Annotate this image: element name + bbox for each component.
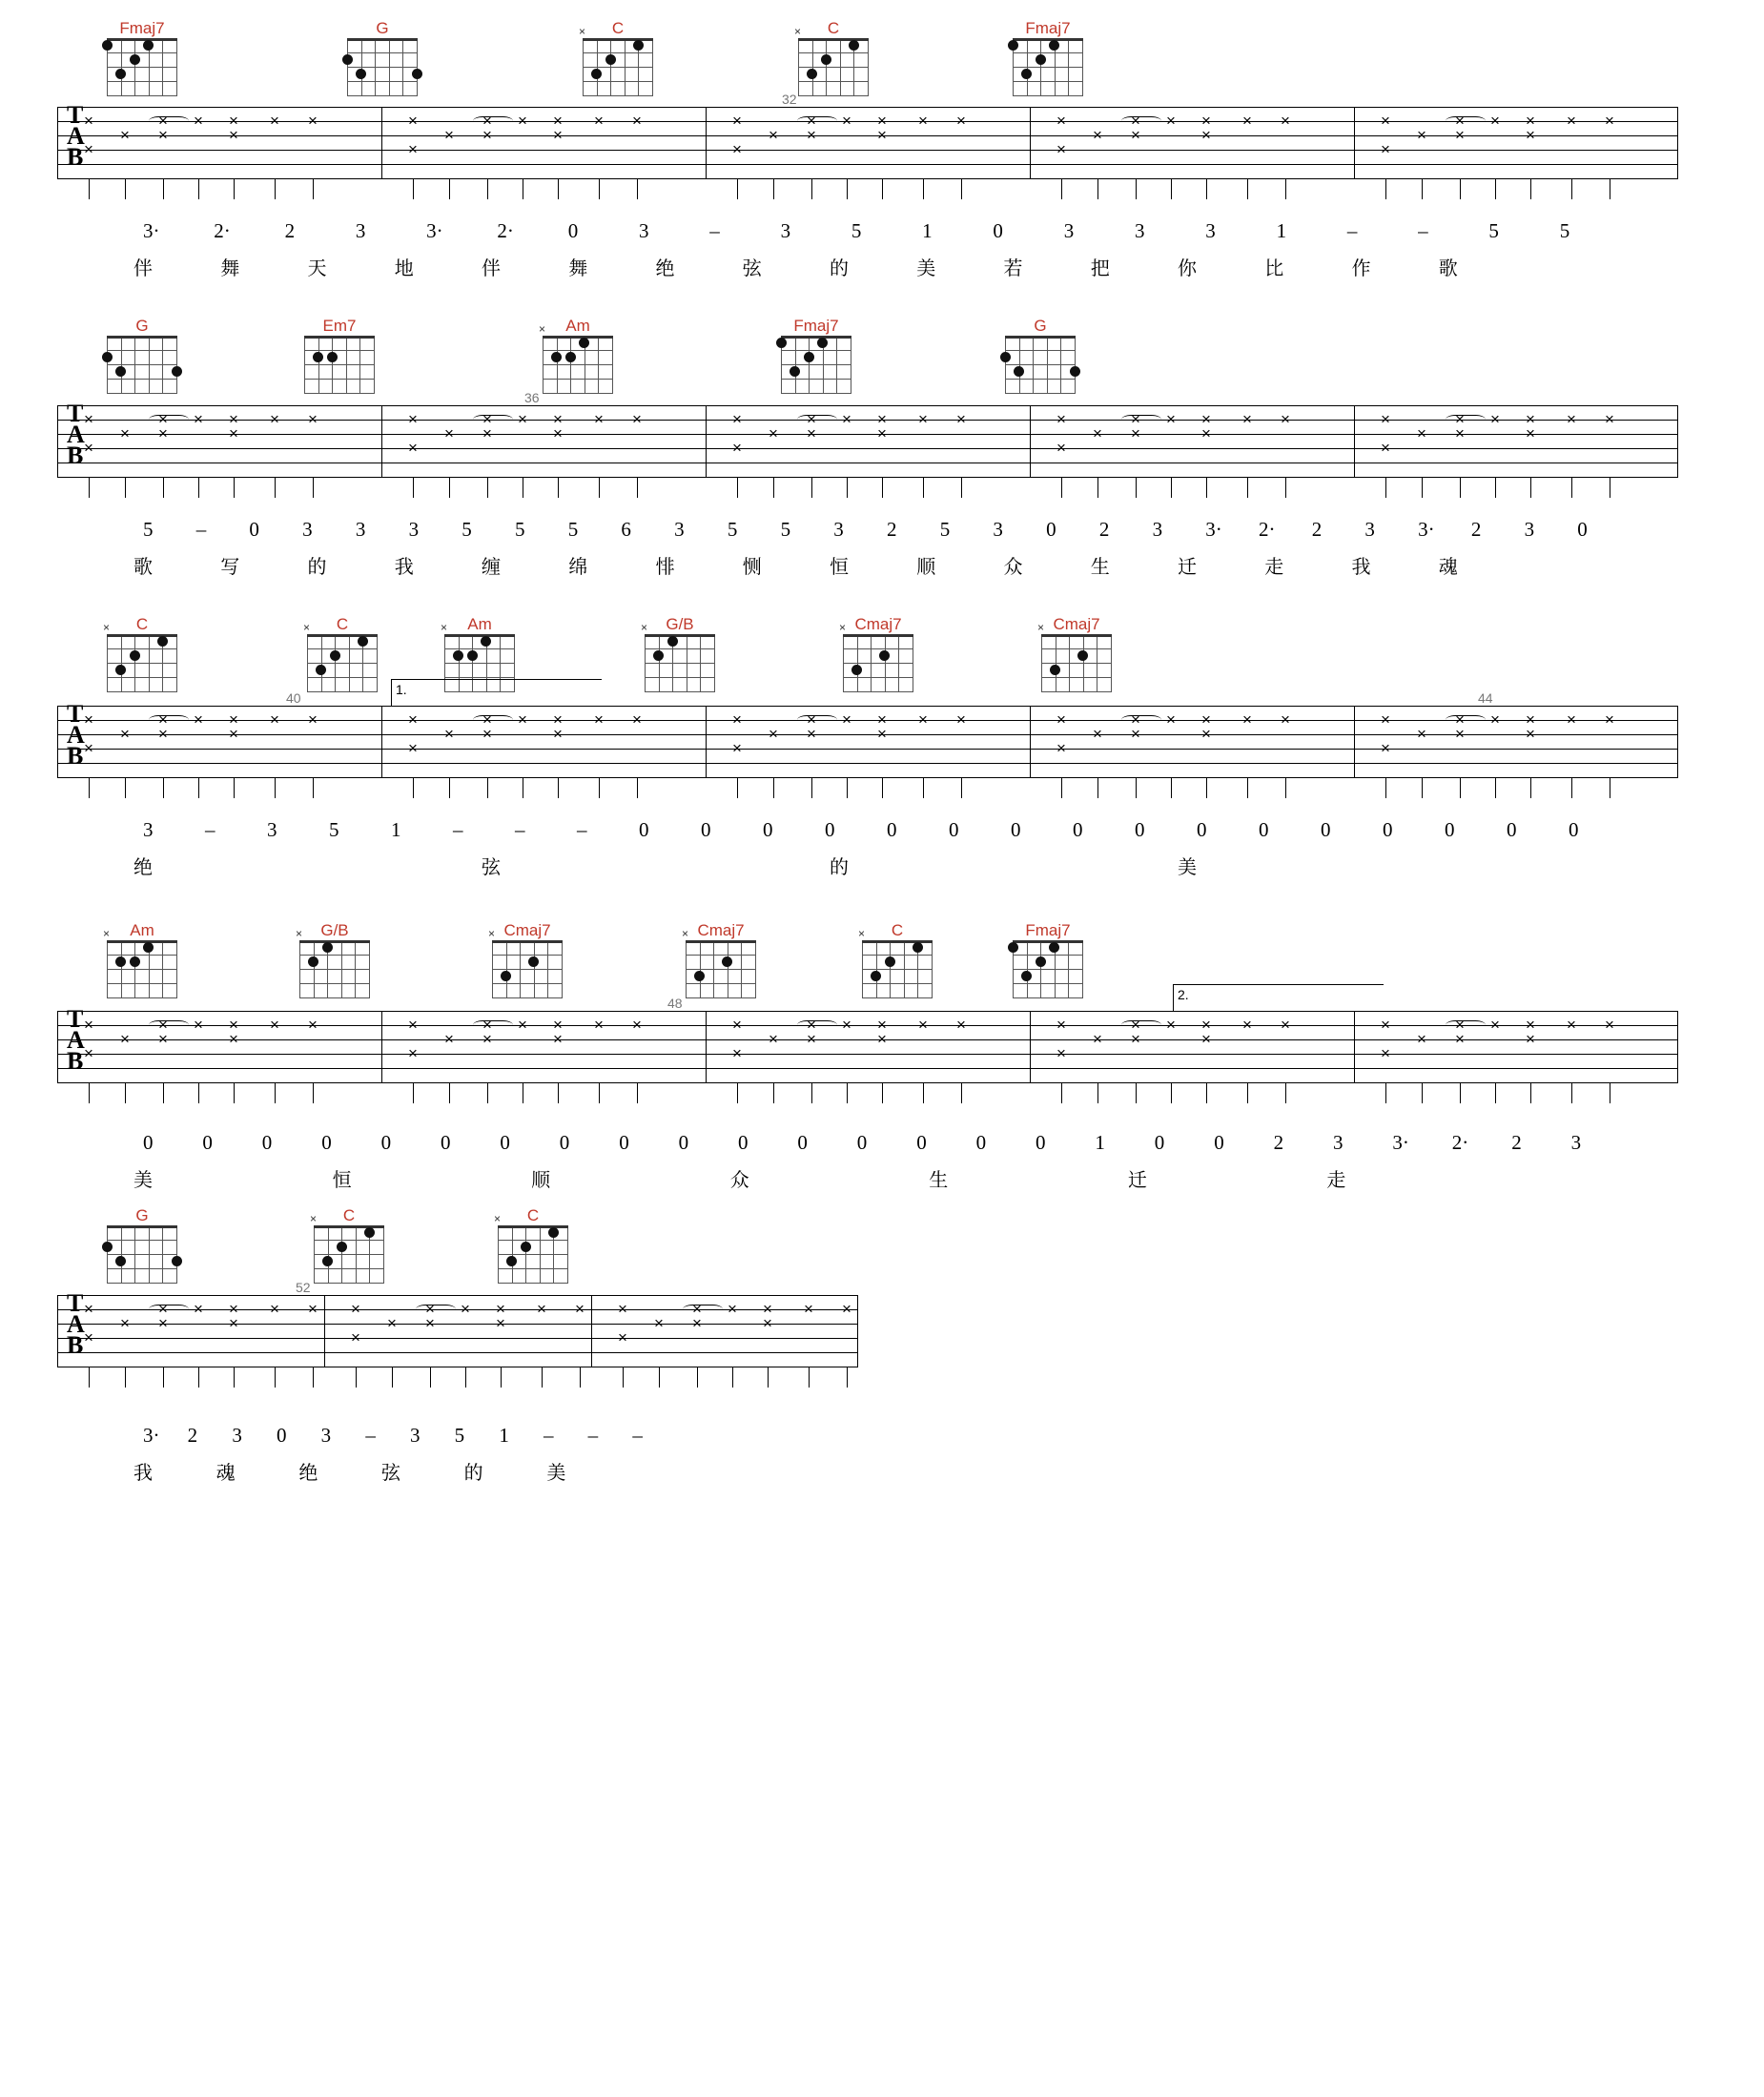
tab-number: 5 <box>1559 219 1570 242</box>
chord-grid: × <box>299 940 370 997</box>
tab-staff: T A B × × × × × × × × × × × × × × × × × × × × × × × × × × × × × × × × × × × × × × × × × × × × × × × × × × <box>57 1011 1678 1087</box>
tab-number: 0 <box>1214 1131 1224 1154</box>
chord-diagram <box>103 317 181 393</box>
lyric-row <box>0 1426 1764 1511</box>
tab-number: 3 <box>1135 219 1145 242</box>
tab-number: 0 <box>1259 818 1269 841</box>
chord-diagram <box>579 19 657 95</box>
chord-grid: × <box>583 38 653 95</box>
chord-grid: × <box>492 940 563 997</box>
tab-number: 0 <box>1507 818 1517 841</box>
tab-number: 0 <box>887 818 897 841</box>
tab-number: 0 <box>143 1131 154 1154</box>
tab-number: 0 <box>1321 818 1331 841</box>
lyric-char: 顺 <box>916 557 936 578</box>
chord-name: Cmaj7 <box>1053 615 1100 633</box>
chord-diagram <box>494 1206 572 1283</box>
tab-number: 5 <box>567 518 579 541</box>
tab-number: 5 <box>329 818 339 841</box>
lyric-char: 美 <box>916 258 936 279</box>
chord-diagram <box>794 19 872 95</box>
tab-number: 1 <box>922 219 933 242</box>
tab-number: 0 <box>567 219 579 242</box>
tab-number: 3 <box>1570 1131 1582 1154</box>
chord-diagram <box>303 615 381 691</box>
chord-grid <box>1013 940 1083 997</box>
tab-number: 0 <box>1383 818 1393 841</box>
lyric-char: 我 <box>133 1463 153 1484</box>
tab-staff: T A B × × × × × × × × × × × × × × × × × × × × × × × × × × × × × × <box>57 1295 858 1371</box>
lyric-char: 生 <box>929 1170 949 1191</box>
measure-number: 32 <box>782 92 797 107</box>
tab-number: 3 <box>267 818 277 841</box>
tab-number: 2 <box>1311 518 1323 541</box>
tab-number: 3· <box>1205 518 1222 541</box>
measure-number: 36 <box>524 390 540 405</box>
chord-grid <box>781 336 851 393</box>
lyric-char: 比 <box>1264 258 1284 279</box>
tab-number: 2· <box>214 219 231 242</box>
chord-diagram <box>1001 317 1079 393</box>
chord-name: Cmaj7 <box>697 921 745 939</box>
chord-grid <box>107 38 177 95</box>
lyric-char: 把 <box>1090 258 1110 279</box>
chord-diagram <box>300 317 379 393</box>
lyric-char: 写 <box>220 557 240 578</box>
tab-number: 3 <box>232 1424 242 1447</box>
tab-number: 0 <box>763 818 773 841</box>
tab-clef: T A B <box>67 1289 85 1359</box>
chord-diagram <box>103 19 181 95</box>
tab-number: 0 <box>1011 818 1021 841</box>
chord-name: C <box>135 615 149 633</box>
lyric-char: 若 <box>1003 258 1023 279</box>
chord-name: Am <box>467 615 492 633</box>
chord-grid: × <box>862 940 933 997</box>
tab-number: 3 <box>639 219 649 242</box>
tab-number: 0 <box>380 1131 392 1154</box>
chord-grid: × <box>444 634 515 691</box>
tab-number: 2 <box>1511 1131 1522 1154</box>
chord-diagram <box>539 317 617 393</box>
tab-number: 0 <box>975 1131 987 1154</box>
chord-name: Fmaj7 <box>1025 19 1071 37</box>
chord-diagram <box>1037 615 1116 691</box>
lyric-char: 歌 <box>133 557 153 578</box>
tab-staff: T A B × × × × × × × × × × × × × × × × × × × × × × × × × × × × × × × × × × × × × × × × × × × × × × × × × × <box>57 706 1678 782</box>
lyric-char: 众 <box>1003 557 1023 578</box>
tab-number: 3 <box>780 219 791 242</box>
lyric-char: 的 <box>463 1463 483 1484</box>
tab-number: 2 <box>1098 518 1110 541</box>
tab-number: 0 <box>1445 818 1455 841</box>
chord-name: C <box>891 921 904 939</box>
chord-diagram <box>839 615 917 691</box>
lyric-char: 我 <box>1351 557 1371 578</box>
lyric-row <box>0 1133 1764 1219</box>
tab-number: 5 <box>454 1424 465 1447</box>
tab-number: 2 <box>1273 1131 1284 1154</box>
tab-number: 0 <box>916 1131 927 1154</box>
lyric-char: 缠 <box>482 557 501 578</box>
measure-number: 40 <box>286 690 301 706</box>
lyric-char: 弦 <box>381 1463 400 1484</box>
tab-number: 2 <box>887 518 897 541</box>
tab-number: 0 <box>1036 1131 1046 1154</box>
tab-number: 2 <box>1470 518 1482 541</box>
chord-grid <box>1005 336 1076 393</box>
measure-number: 48 <box>667 996 683 1011</box>
tab-number: 3 <box>410 1424 420 1447</box>
chord-grid <box>107 1225 177 1283</box>
tab-number: 2· <box>1451 1131 1469 1154</box>
chord-grid: × <box>1041 634 1112 691</box>
tab-clef: T A B <box>67 101 85 171</box>
lyric-char: 绵 <box>568 557 588 578</box>
chord-name: G <box>376 19 389 37</box>
lyric-char: 你 <box>1178 258 1197 279</box>
chord-grid: × <box>686 940 756 997</box>
chord-grid <box>1013 38 1083 95</box>
chord-name: Fmaj7 <box>119 19 165 37</box>
tab-number: 3 <box>674 518 685 541</box>
lyric-row <box>0 820 1764 906</box>
chord-diagram <box>103 1206 181 1283</box>
chord-name: C <box>827 19 840 37</box>
tab-number: 3 <box>1524 518 1535 541</box>
lyric-char: 绝 <box>298 1463 318 1484</box>
lyric-char: 走 <box>1326 1170 1346 1191</box>
tab-number: 0 <box>949 818 959 841</box>
tab-number: 0 <box>1577 518 1588 541</box>
measure-number: 44 <box>1478 690 1493 706</box>
tab-number: 0 <box>559 1131 570 1154</box>
tab-staff: T A B × × × × × × × × × × × × × × × × × × × × × × × × × × × × × × × × × × × × × × × × × × × × × × × × × × <box>57 405 1678 482</box>
chord-grid: × <box>498 1225 568 1283</box>
tab-number: 0 <box>261 1131 273 1154</box>
tab-number: 3 <box>1152 518 1163 541</box>
tab-number: 1 <box>499 1424 509 1447</box>
tab-number: – <box>632 1424 643 1447</box>
lyric-char: 恻 <box>742 557 762 578</box>
tab-clef: T A B <box>67 1005 85 1075</box>
tab-number: 2 <box>187 1424 198 1447</box>
measure-number: 52 <box>296 1280 311 1295</box>
lyric-char: 恒 <box>332 1170 352 1191</box>
tab-number: 0 <box>249 518 259 541</box>
tab-number: 3 <box>833 518 844 541</box>
chord-name: Fmaj7 <box>793 317 839 335</box>
tab-number: 0 <box>856 1131 868 1154</box>
tab-number: – <box>205 818 215 841</box>
chord-diagram <box>1009 921 1087 997</box>
tab-number: 5 <box>780 518 791 541</box>
tab-staff: T A B × × × × × × × × × × × × × × × × × × × × × × × × × × × × × × × × × × × × × × × × × × × × × × × × × × <box>57 107 1678 183</box>
tab-number: 2· <box>1259 518 1276 541</box>
tab-number: 5 <box>939 518 951 541</box>
tab-number: 5 <box>143 518 154 541</box>
chord-diagram <box>682 921 760 997</box>
chord-name: G <box>135 1206 149 1224</box>
lyric-char: 众 <box>729 1170 749 1191</box>
lyric-char: 歌 <box>1438 258 1458 279</box>
tab-number: 6 <box>621 518 631 541</box>
chord-diagram <box>858 921 936 997</box>
tab-number: 3 <box>408 518 420 541</box>
tab-number: 0 <box>1073 818 1083 841</box>
lyric-char: 天 <box>307 258 327 279</box>
lyric-char: 魂 <box>215 1463 236 1484</box>
tab-number: 0 <box>500 1131 510 1154</box>
chord-grid: × <box>798 38 869 95</box>
tab-number: 3 <box>355 219 366 242</box>
tab-number: 3· <box>426 219 443 242</box>
chord-grid: × <box>107 634 177 691</box>
tab-number: – <box>453 818 463 841</box>
lyric-char: 悱 <box>655 557 675 578</box>
tab-clef: T A B <box>67 700 85 770</box>
tab-number: 0 <box>738 1131 749 1154</box>
tab-number: 3 <box>1364 518 1375 541</box>
tab-number: 3· <box>143 1424 160 1447</box>
tab-number: 0 <box>1135 818 1145 841</box>
tab-number: 5 <box>515 518 525 541</box>
chord-diagram <box>1009 19 1087 95</box>
lyric-char: 迁 <box>1178 557 1197 578</box>
lyric-char: 的 <box>307 557 327 578</box>
chord-grid: × <box>307 634 378 691</box>
tab-number: 0 <box>441 1131 451 1154</box>
tab-number: 0 <box>202 1131 213 1154</box>
tab-number: 3 <box>1333 1131 1344 1154</box>
chord-grid <box>107 336 177 393</box>
tab-number: 3· <box>143 219 160 242</box>
chord-grid: × <box>543 336 613 393</box>
tab-number: 1 <box>1276 219 1287 242</box>
tab-number: 5 <box>727 518 738 541</box>
lyric-char: 顺 <box>531 1170 551 1191</box>
tab-number: 2· <box>497 219 514 242</box>
lyric-row <box>0 221 1764 307</box>
tab-number: 0 <box>678 1131 689 1154</box>
lyric-char: 美 <box>546 1463 566 1484</box>
tab-number: – <box>195 518 207 541</box>
chord-name: C <box>336 615 349 633</box>
tab-number: 3 <box>320 1424 332 1447</box>
tab-number: 5 <box>462 518 472 541</box>
tab-number: 1 <box>1095 1131 1105 1154</box>
tab-number: – <box>709 219 720 242</box>
tab-number: 3 <box>143 818 154 841</box>
tab-number: 3 <box>1205 219 1216 242</box>
lyric-char: 的 <box>830 258 849 279</box>
tab-number: – <box>544 1424 554 1447</box>
lyric-char: 走 <box>1264 557 1284 578</box>
lyric-char: 地 <box>394 258 414 279</box>
chord-grid: × <box>107 940 177 997</box>
chord-diagram <box>310 1206 388 1283</box>
lyric-char: 绝 <box>133 857 153 878</box>
chord-diagram <box>777 317 855 393</box>
lyric-char: 伴 <box>133 258 153 279</box>
lyric-char: 作 <box>1351 258 1371 279</box>
chord-name: G/B <box>666 615 694 633</box>
chord-name: Cmaj7 <box>503 921 551 939</box>
lyric-char: 舞 <box>568 258 588 279</box>
tab-number: 0 <box>825 818 835 841</box>
chord-name: Am <box>565 317 590 335</box>
chord-name: C <box>526 1206 540 1224</box>
tab-number: 1 <box>391 818 401 841</box>
chord-name: C <box>342 1206 356 1224</box>
tab-number: 3 <box>355 518 366 541</box>
tab-number: – <box>1346 219 1358 242</box>
lyric-char: 生 <box>1090 557 1110 578</box>
chord-name: Fmaj7 <box>1025 921 1071 939</box>
lyric-char: 魂 <box>1438 557 1458 578</box>
tab-number: – <box>365 1424 376 1447</box>
chord-diagram <box>103 921 181 997</box>
volta-label: 2. <box>1178 987 1189 1002</box>
lyric-char: 美 <box>1178 857 1197 878</box>
chord-name: G/B <box>320 921 349 939</box>
lyric-char: 恒 <box>830 557 849 578</box>
tab-number: 5 <box>1488 219 1499 242</box>
tab-number: 5 <box>851 219 862 242</box>
tab-number: 0 <box>1569 818 1579 841</box>
volta-bracket <box>391 679 602 707</box>
lyric-char: 伴 <box>482 258 501 279</box>
chord-diagram <box>103 615 181 691</box>
lyric-char: 迁 <box>1127 1170 1147 1191</box>
tab-clef: T A B <box>67 400 85 469</box>
tab-number: 3 <box>302 518 313 541</box>
tab-number: 0 <box>993 219 1003 242</box>
chord-grid: × <box>645 634 715 691</box>
lyric-char: 弦 <box>742 258 762 279</box>
tab-number: – <box>515 818 525 841</box>
tab-number: 0 <box>619 1131 629 1154</box>
lyric-char: 美 <box>133 1170 153 1191</box>
volta-bracket <box>1173 984 1384 1012</box>
chord-name: Cmaj7 <box>854 615 902 633</box>
chord-name: G <box>135 317 149 335</box>
chord-diagram <box>641 615 719 691</box>
tab-number: 0 <box>797 1131 808 1154</box>
chord-grid: × <box>843 634 913 691</box>
chord-name: Am <box>130 921 154 939</box>
chord-grid <box>347 38 418 95</box>
volta-label: 1. <box>396 682 407 697</box>
lyric-char: 绝 <box>655 258 675 279</box>
tab-number: 3· <box>1392 1131 1409 1154</box>
tab-number: 3· <box>1418 518 1435 541</box>
chord-diagram <box>343 19 421 95</box>
tab-number: 3 <box>993 518 1003 541</box>
chord-name: Em7 <box>322 317 357 335</box>
chord-diagram <box>296 921 374 997</box>
tab-number: 0 <box>277 1424 287 1447</box>
lyric-row <box>0 520 1764 606</box>
lyric-char: 我 <box>394 557 414 578</box>
tab-number: – <box>577 818 587 841</box>
lyric-char: 的 <box>830 857 849 878</box>
tab-number: – <box>1418 219 1428 242</box>
chord-grid: × <box>314 1225 384 1283</box>
tab-number: – <box>587 1424 599 1447</box>
tab-number: 0 <box>639 818 649 841</box>
tab-number: 0 <box>1154 1131 1165 1154</box>
tab-number: 3 <box>1063 219 1075 242</box>
lyric-char: 舞 <box>220 258 240 279</box>
chord-grid <box>304 336 375 393</box>
chord-diagram <box>488 921 566 997</box>
lyric-char: 弦 <box>482 857 501 878</box>
chord-name: G <box>1034 317 1047 335</box>
tab-number: 0 <box>1197 818 1207 841</box>
chord-name: C <box>611 19 625 37</box>
tab-number: 0 <box>321 1131 332 1154</box>
tab-number: 0 <box>701 818 711 841</box>
tab-number: 2 <box>284 219 296 242</box>
tab-number: 0 <box>1046 518 1056 541</box>
